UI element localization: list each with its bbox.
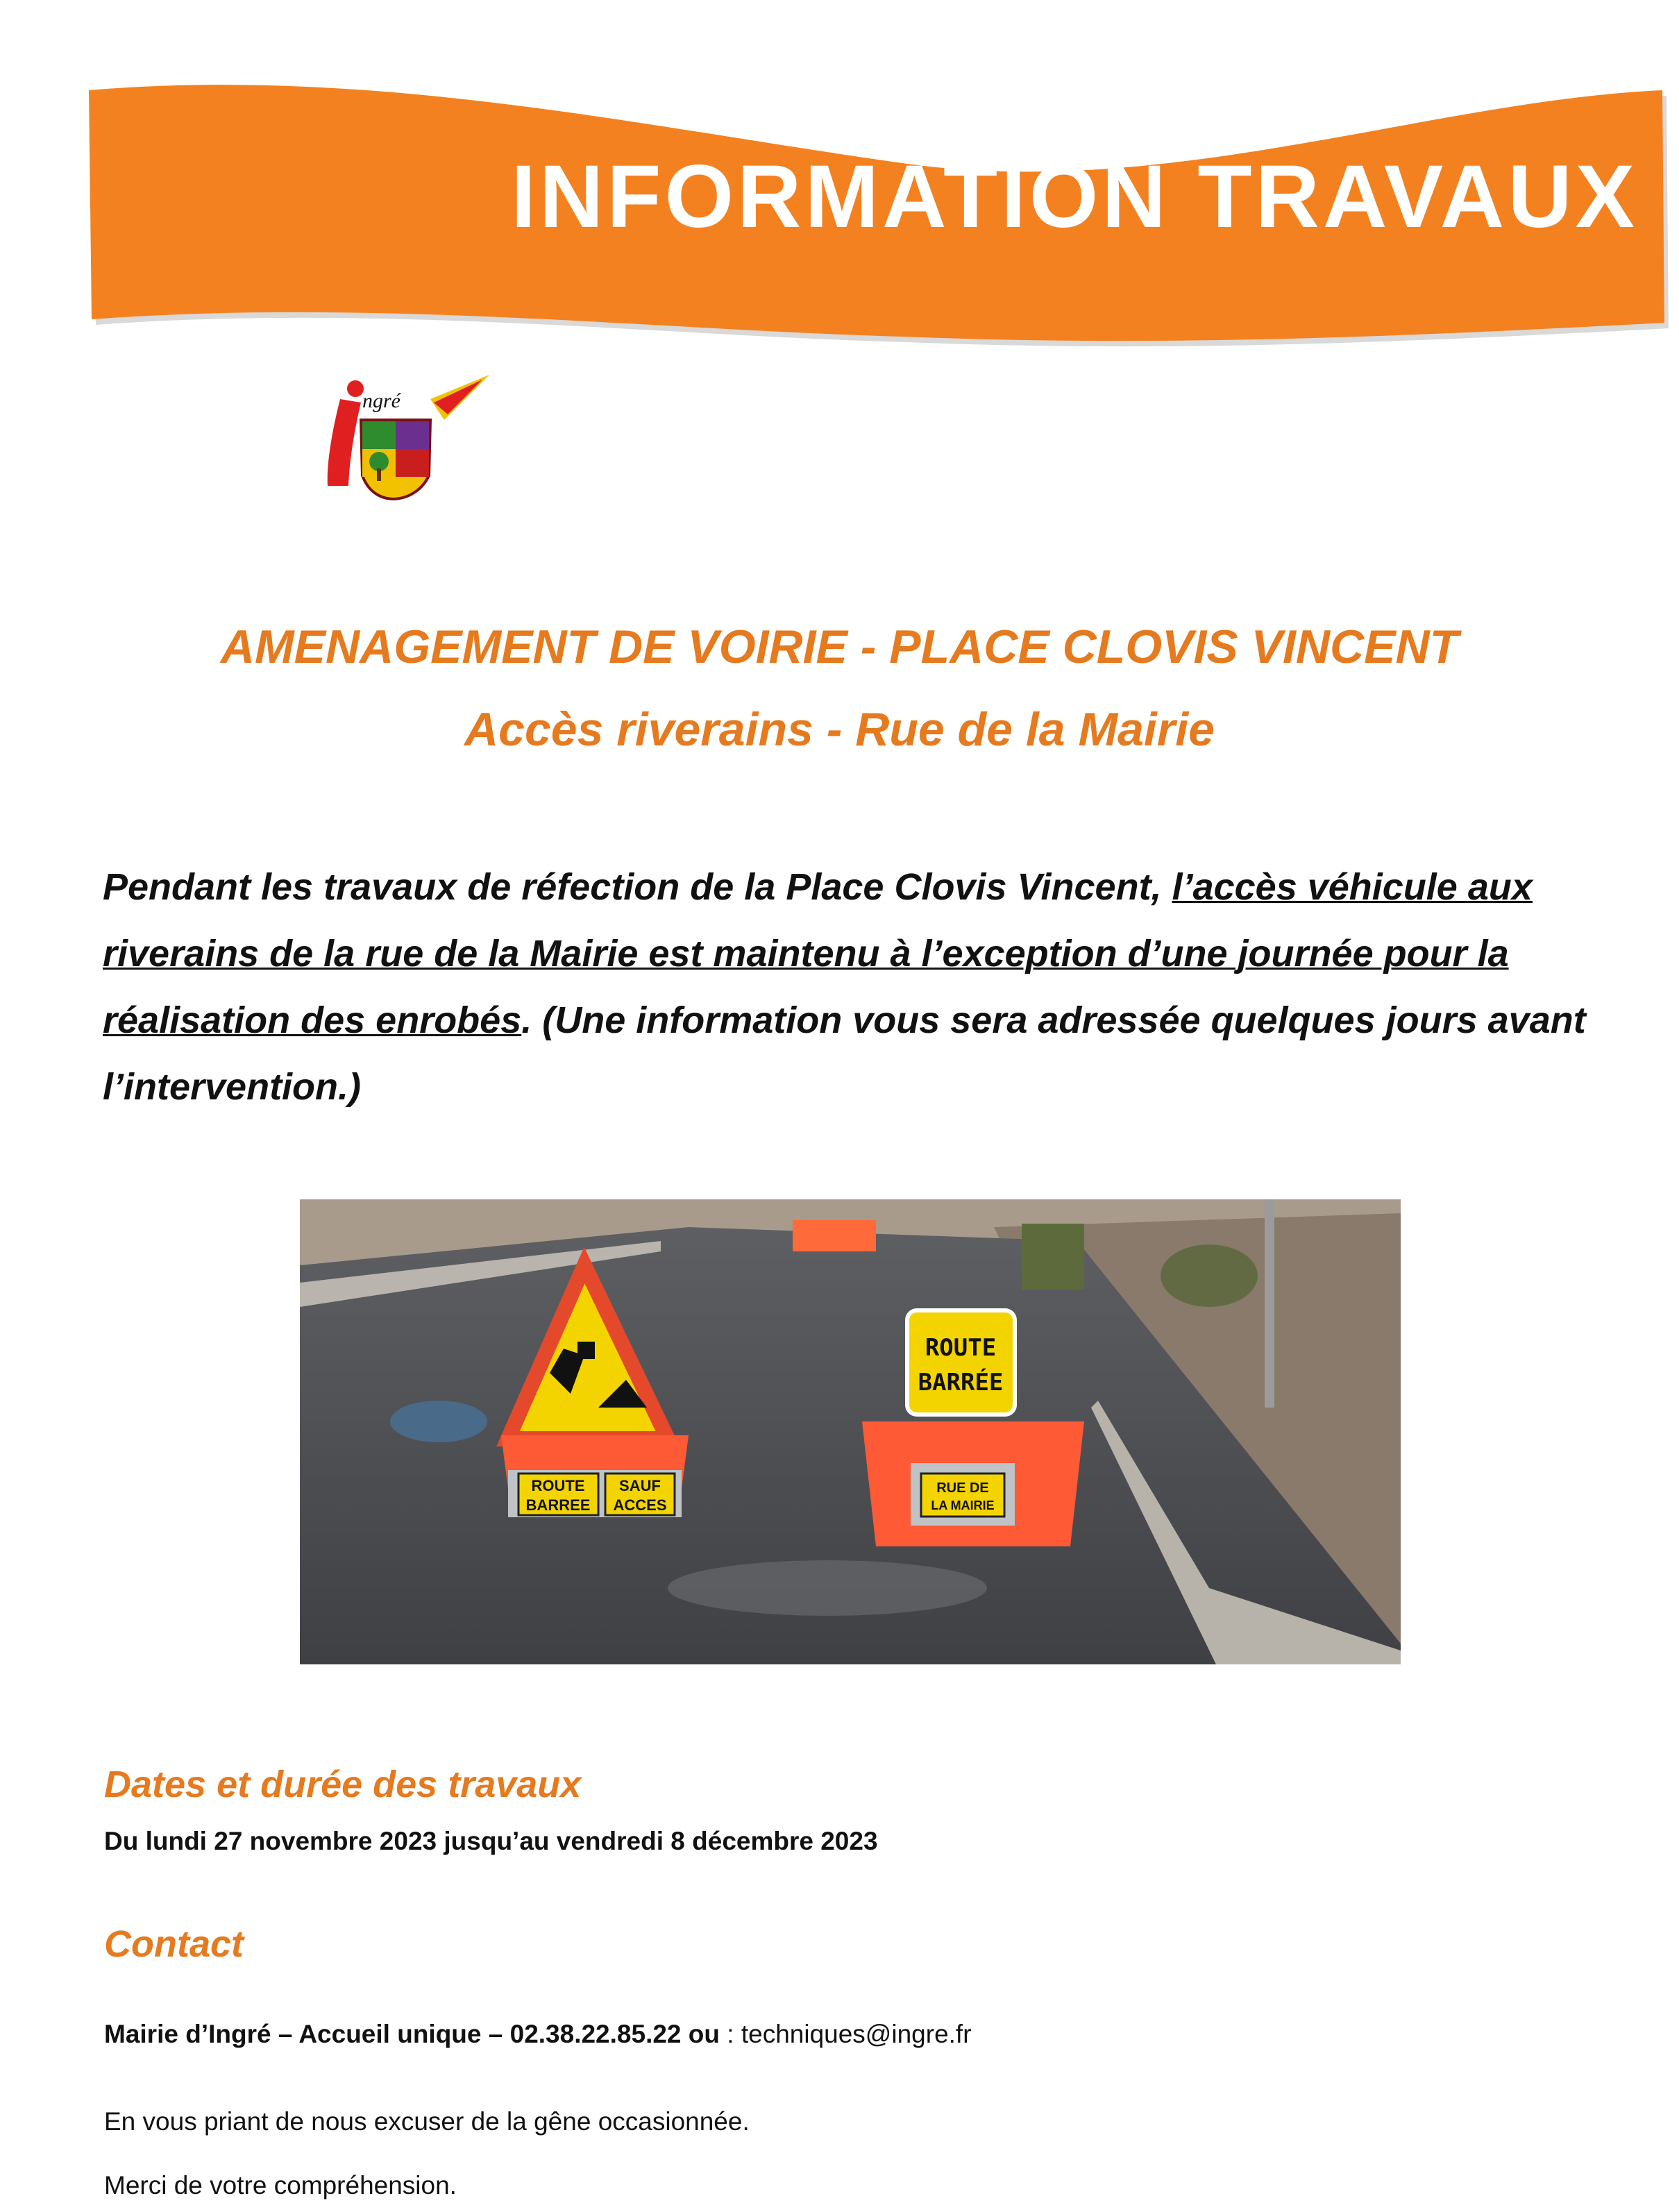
roadworks-photo	[300, 1199, 1401, 1664]
ingre-logo-icon	[312, 371, 514, 534]
apology-text: En vous priant de nous excuser de la gêne occasionnée.	[104, 2107, 750, 2136]
photo-sign-top: ROUTE	[925, 1334, 997, 1362]
photo-label-right-a: RUE DE	[936, 1480, 989, 1496]
photo-sign-bottom: BARRÉE	[918, 1369, 1004, 1396]
intro-paragraph	[103, 854, 1588, 1120]
contact-email[interactable]: techniques@ingre.fr	[741, 2020, 972, 2048]
photo-label-left-2a: SAUF	[619, 1477, 661, 1494]
contact-separator: :	[720, 2020, 741, 2048]
photo-label-left-2b: ACCES	[613, 1496, 667, 1514]
intro-text-1: Pendant les travaux de réfection de la Place Clovis Vincent,	[103, 866, 1172, 908]
contact-title: Contact	[104, 1923, 244, 1965]
page-title: AMENAGEMENT DE VOIRIE - PLACE CLOVIS VINCENT	[220, 620, 1459, 673]
thanks-text: Merci de votre compréhension.	[104, 2171, 457, 2200]
contact-line	[104, 2020, 972, 2049]
logo-text: ngré	[362, 389, 400, 412]
page-subtitle: Accès riverains - Rue de la Mairie	[464, 703, 1215, 756]
intro-text-2: . (Une information vous sera adressée quelques jours avant l’intervention.)	[103, 999, 1586, 1108]
dates-title: Dates et durée des travaux	[104, 1764, 582, 1805]
photo-label-left-1a: ROUTE	[531, 1477, 585, 1494]
banner-title: INFORMATION TRAVAUX	[511, 147, 1638, 246]
intro-underlined: l’accès véhicule aux riverains de la rue de la Mairie est maintenu à l’exception d’une journée pour la réalisation des enrobés	[103, 866, 1533, 1041]
dates-text: Du lundi 27 novembre 2023 jusqu’au vendredi 8 décembre 2023	[104, 1827, 878, 1855]
photo-label-right-b: LA MAIRIE	[931, 1498, 995, 1512]
photo-label-left-1b: BARREE	[525, 1496, 591, 1514]
contact-details: Mairie d’Ingré – Accueil unique – 02.38.22.85.22 ou	[104, 2020, 720, 2048]
